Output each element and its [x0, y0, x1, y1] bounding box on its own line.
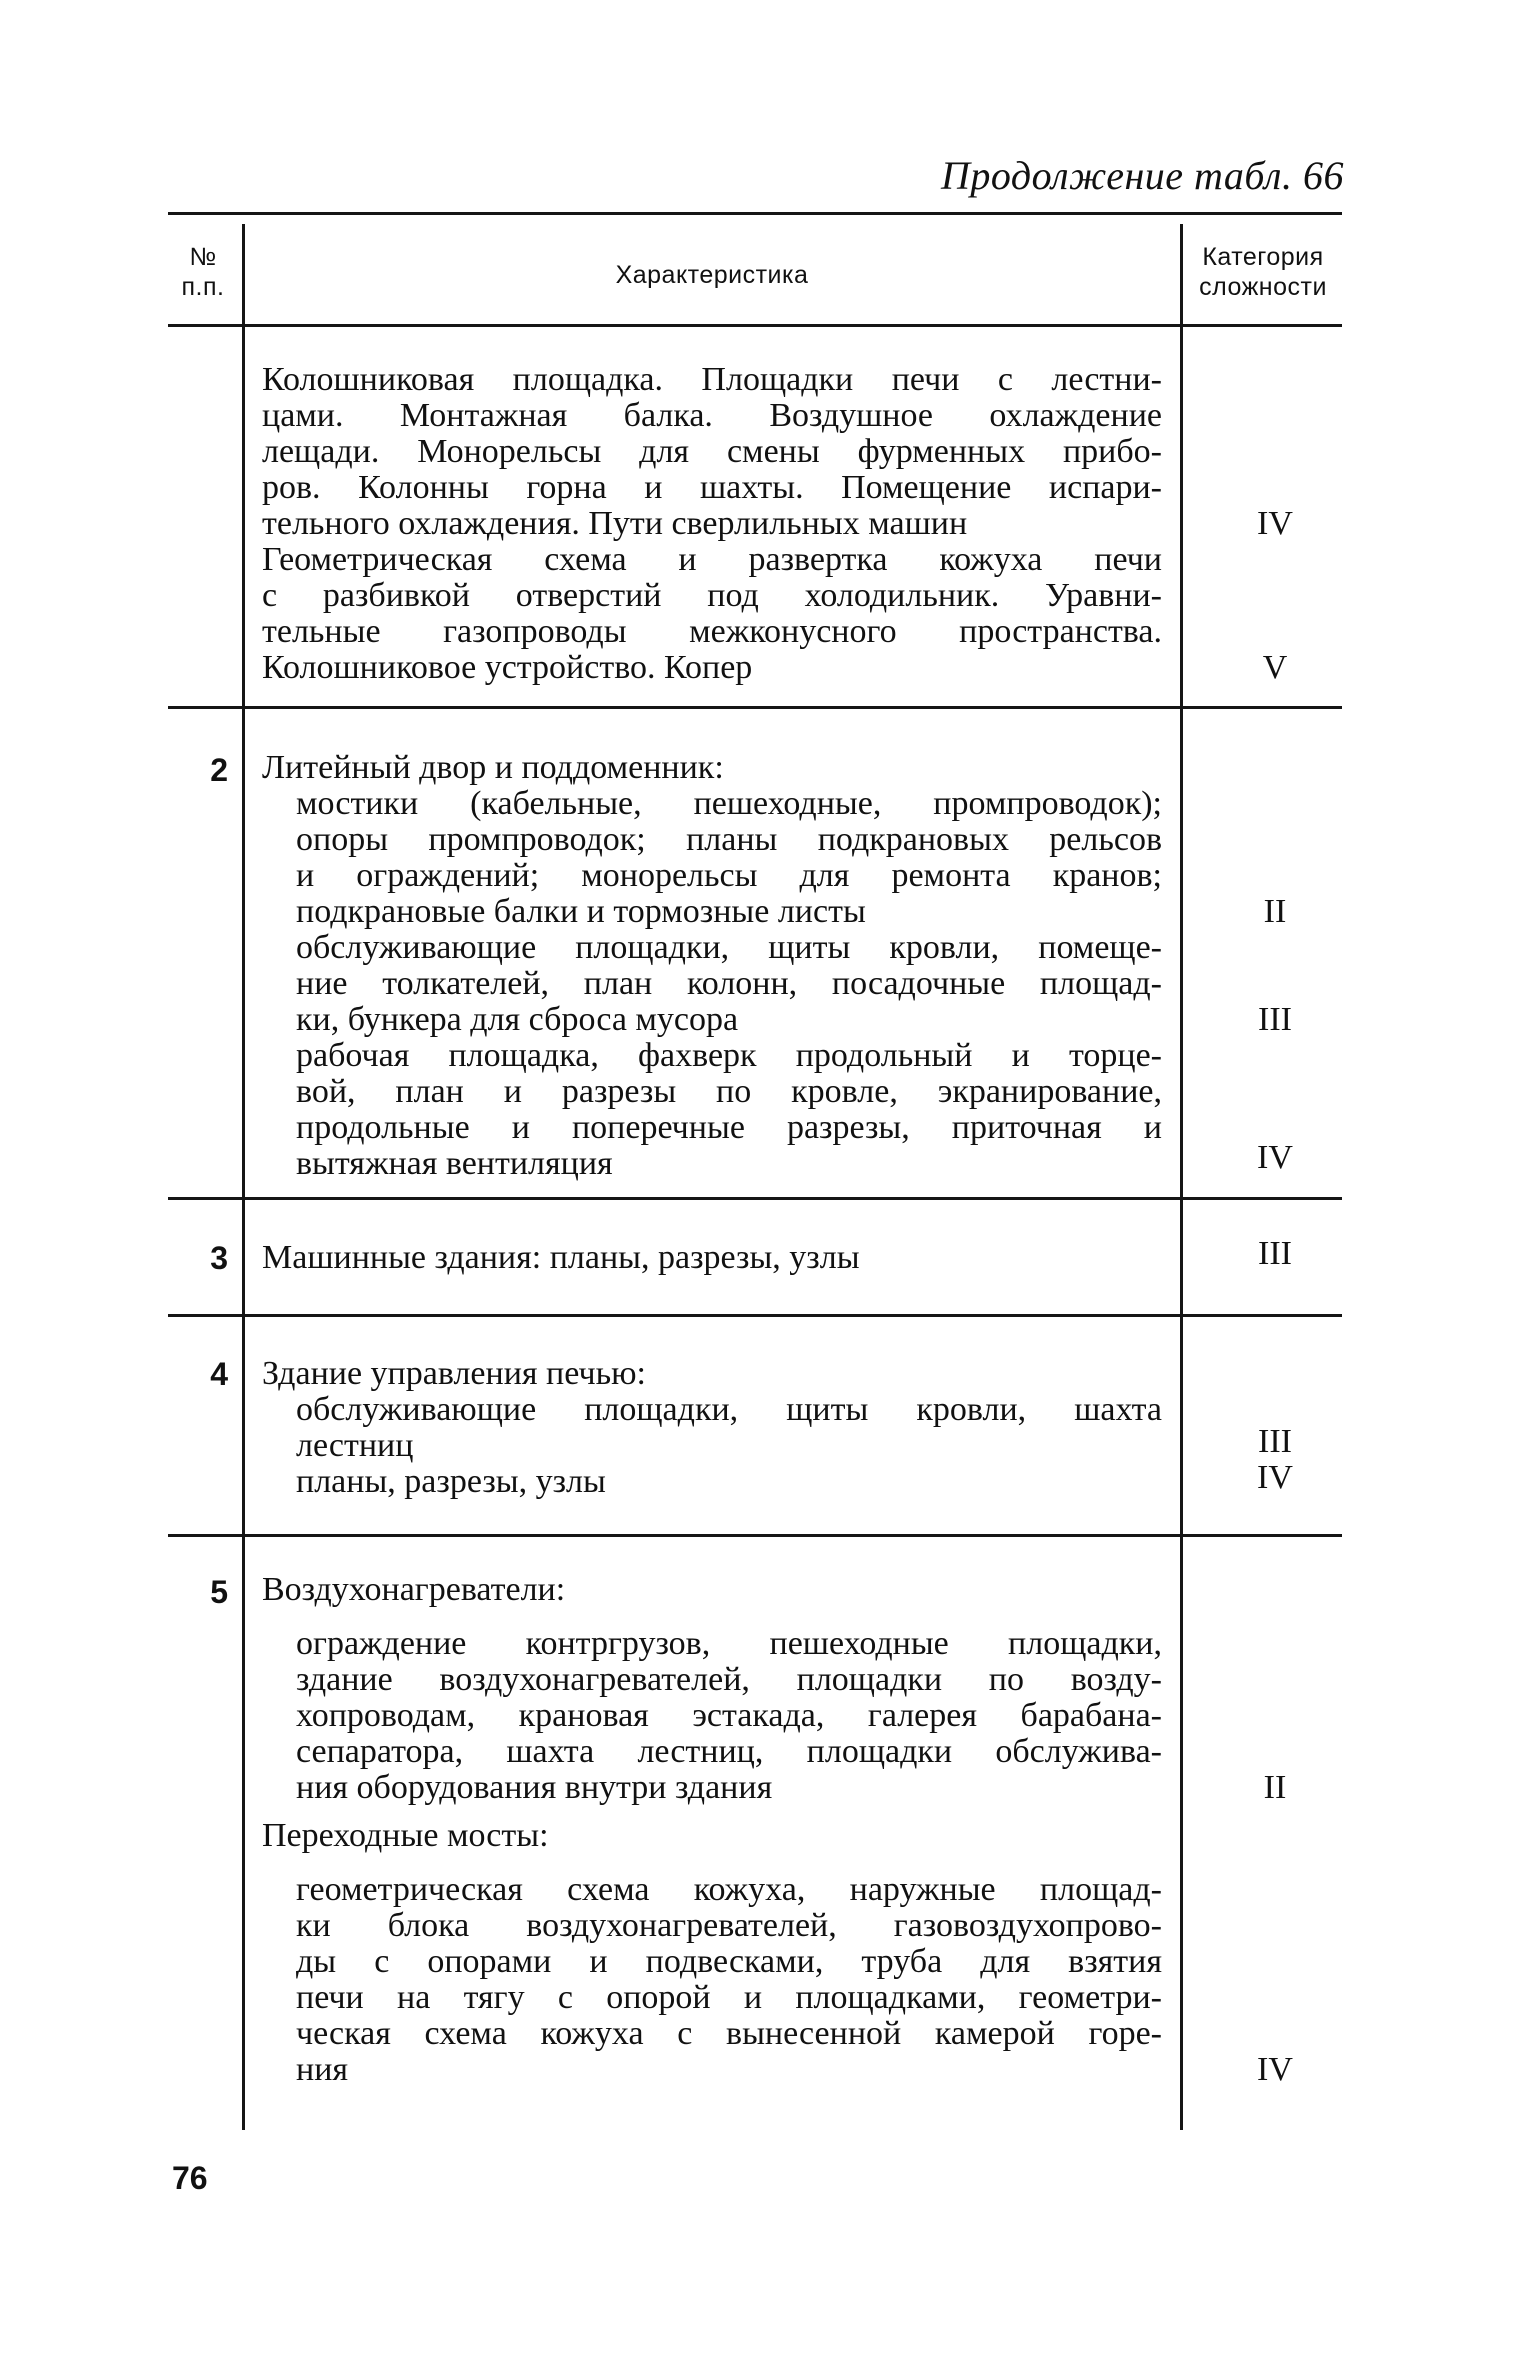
text-line: лещади. Монорельсы для смены фурменных прибо-: [262, 433, 1162, 470]
text-line: ров. Колонны горна и шахты. Помещение испари-: [262, 469, 1162, 506]
text-line: Здание управления печью:: [262, 1355, 646, 1392]
text-line: опоры промпроводок; планы подкрановых рельсов: [296, 821, 1162, 858]
table-caption: Продолжение табл. 66: [940, 153, 1344, 198]
row-1-bottom-rule: [168, 706, 1342, 709]
category-value: IV: [1257, 505, 1293, 542]
text-line: ограждение контргрузов, пешеходные площадки,: [296, 1625, 1162, 1662]
category-value: IV: [1257, 1139, 1293, 1176]
category-value: III: [1258, 1001, 1292, 1038]
column-divider-left: [242, 224, 245, 2130]
text-line: сепаратора, шахта лестниц, площадки обслужива-: [296, 1733, 1162, 1770]
text-line: ды с опорами и подвесками, труба для взятия: [296, 1943, 1162, 1980]
text-line: и ограждений; монорельсы для ремонта кранов;: [296, 857, 1162, 894]
text-line: вой, план и разрезы по кровле, экранирование,: [296, 1073, 1162, 1110]
text-line: геометрическая схема кожуха, наружные площад-: [296, 1871, 1162, 1908]
row-4-bottom-rule: [168, 1534, 1342, 1537]
text-line: тельного охлаждения. Пути сверлильных машин: [262, 505, 968, 542]
text-line: лестниц: [296, 1427, 414, 1464]
text-line: хопроводам, крановая эстакада, галерея барабана-: [296, 1697, 1162, 1734]
row-number: 3: [210, 1240, 228, 1276]
text-line: планы, разрезы, узлы: [296, 1463, 606, 1500]
category-value: IV: [1257, 2051, 1293, 2088]
text-line: тельные газопроводы межконусного пространства.: [262, 613, 1162, 650]
text-line: цами. Монтажная балка. Воздушное охлаждение: [262, 397, 1162, 434]
text-line: обслуживающие площадки, щиты кровли, шахта: [296, 1391, 1162, 1428]
text-line: печи на тягу с опорой и площадками, геометри-: [296, 1979, 1162, 2016]
category-value: III: [1258, 1423, 1292, 1460]
category-value: IV: [1257, 1459, 1293, 1496]
row-2-bottom-rule: [168, 1197, 1342, 1200]
header-category-line1: Категория: [1202, 243, 1324, 271]
text-line: ние толкателей, план колонн, посадочные площад-: [296, 965, 1162, 1002]
text-line: Геометрическая схема и развертка кожуха печи: [262, 541, 1162, 578]
text-line: ния оборудования внутри здания: [296, 1769, 773, 1806]
header-category-line2: сложности: [1199, 273, 1327, 301]
text-line: ческая схема кожуха с вынесенной камерой горе-: [296, 2015, 1162, 2052]
text-line: Переходные мосты:: [262, 1817, 549, 1854]
header-number-label: [168, 242, 238, 302]
text-line: продольные и поперечные разрезы, приточная и: [296, 1109, 1162, 1146]
text-line: Колошниковая площадка. Площадки печи с лестни-: [262, 361, 1162, 398]
header-characteristic-label: Характеристика: [615, 261, 809, 289]
text-line: Воздухонагреватели:: [262, 1571, 566, 1608]
header-number-text: № п.п.: [181, 243, 225, 301]
category-value: III: [1258, 1235, 1292, 1272]
text-line: обслуживающие площадки, щиты кровли, помеще-: [296, 929, 1162, 966]
text-line: Машинные здания: планы, разрезы, узлы: [262, 1239, 860, 1276]
header-category-label: [1184, 242, 1342, 302]
text-line: Литейный двор и поддоменник:: [262, 749, 724, 786]
text-line: подкрановые балки и тормозные листы: [296, 893, 866, 930]
row-number: 5: [210, 1574, 228, 1610]
text-line: мостики (кабельные, пешеходные, промпроводок);: [296, 785, 1162, 822]
text-line: рабочая площадка, фахверк продольный и торце-: [296, 1037, 1162, 1074]
table-top-rule: [168, 212, 1342, 215]
text-line: ния: [296, 2051, 349, 2088]
text-line: ки, бункера для сброса мусора: [296, 1001, 739, 1038]
text-line: здание воздухонагревателей, площадки по возду-: [296, 1661, 1162, 1698]
category-value: V: [1262, 649, 1288, 686]
row-number: 4: [210, 1356, 228, 1392]
category-value: II: [1263, 893, 1287, 930]
text-line: вытяжная вентиляция: [296, 1145, 613, 1182]
header-bottom-rule: [168, 324, 1342, 327]
page-number: 76: [172, 2160, 208, 2196]
text-line: с разбивкой отверстий под холодильник. Уравни-: [262, 577, 1162, 614]
row-3-bottom-rule: [168, 1314, 1342, 1317]
category-value: II: [1263, 1769, 1287, 1806]
text-line: ки блока воздухонагревателей, газовоздухопрово-: [296, 1907, 1162, 1944]
text-line: Колошниковое устройство. Копер: [262, 649, 753, 686]
row-number: 2: [210, 752, 228, 788]
